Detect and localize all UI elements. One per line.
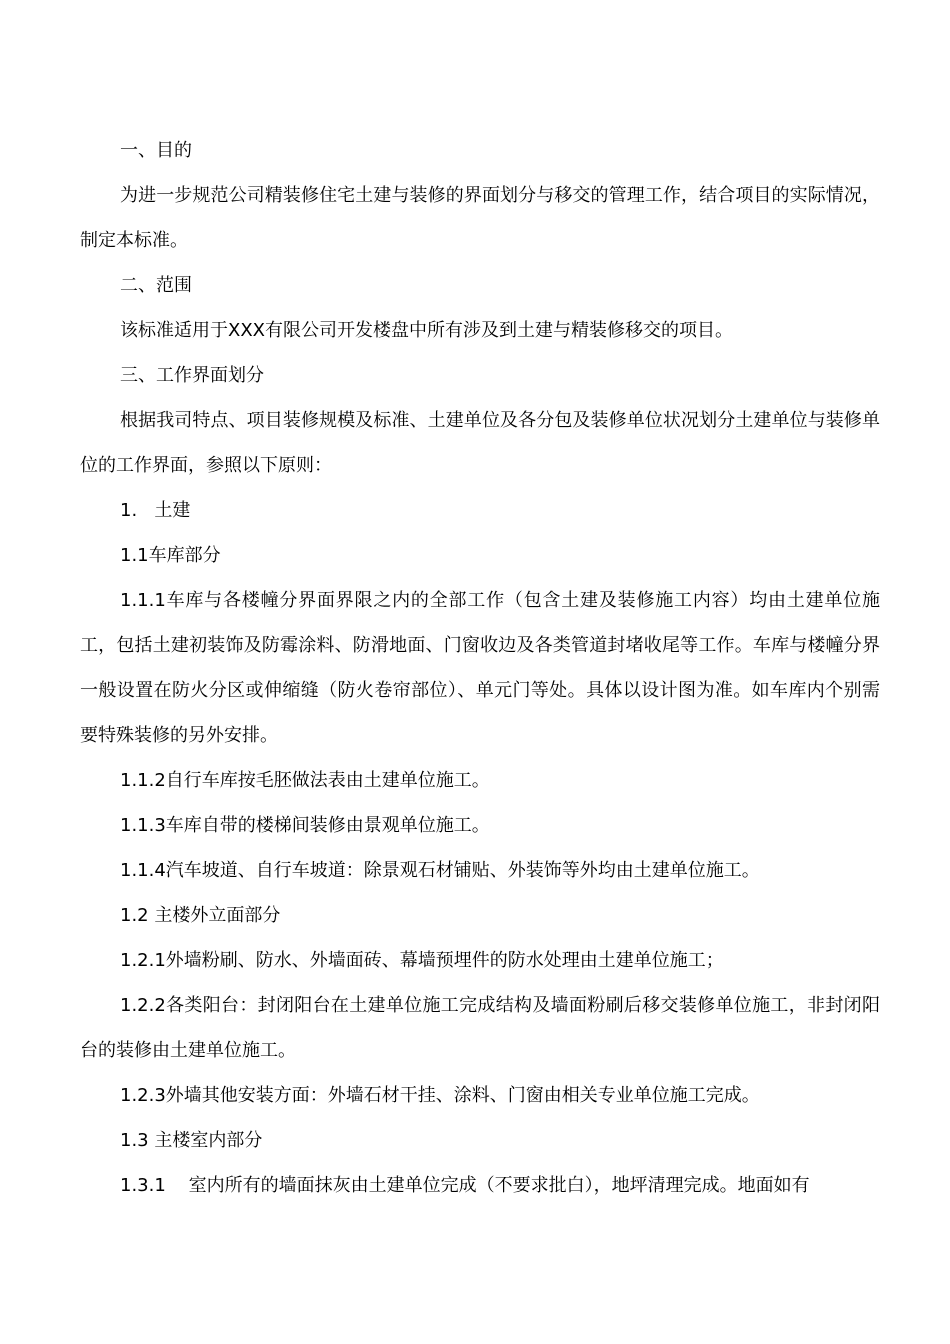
section-main-interior: 1.3 主楼室内部分 (120, 1130, 263, 1151)
section-garage: 1.1车库部分 (120, 545, 221, 566)
clause-1-1-3: 1.1.3车库自带的楼梯间装修由景观单位施工。 (120, 815, 490, 836)
clause-1-2-3: 1.2.3外墙其他安装方面：外墙石材干挂、涂料、门窗由相关专业单位施工完成。 (120, 1085, 760, 1106)
clause-1-1-2: 1.1.2自行车库按毛胚做法表由土建单位施工。 (120, 770, 490, 791)
heading-scope: 二、范围 (120, 275, 192, 296)
section-main-facade: 1.2 主楼外立面部分 (120, 905, 281, 926)
clause-1-2-2: 1.2.2各类阳台：封闭阳台在土建单位施工完成结构及墙面粉刷后移交装修单位施工，非封闭阳台的装修由土建单位施工。 (80, 995, 880, 1061)
paragraph-scope: 该标准适用于XXX有限公司开发楼盘中所有涉及到土建与精装修移交的项目。 (120, 320, 733, 341)
paragraph-work-division: 根据我司特点、项目装修规模及标准、土建单位及各分包及装修单位状况划分土建单位与装修单位的工作界面，参照以下原则： (80, 410, 880, 476)
heading-purpose: 一、目的 (120, 140, 192, 161)
clause-1-1-4: 1.1.4汽车坡道、自行车坡道：除景观石材铺贴、外装饰等外均由土建单位施工。 (120, 860, 760, 881)
paragraph-purpose: 为进一步规范公司精装修住宅土建与装修的界面划分与移交的管理工作，结合项目的实际情况，制定本标准。 (80, 185, 880, 251)
clause-1-1-1: 1.1.1车库与各楼幢分界面界限之内的全部工作（包含土建及装修施工内容）均由土建单位施工，包括土建初装饰及防霉涂料、防滑地面、门窗收边及各类管道封堵收尾等工作。车库与楼幢分界一般设置在防火分区或伸缩缝（防火卷帘部位）、单元门等处。具体以设计图为准。如车库内个别需要特殊装修的另外安排。 (80, 590, 880, 746)
section-civil: 1. 土建 (120, 500, 191, 521)
clause-1-2-1: 1.2.1外墙粉刷、防水、外墙面砖、幕墙预埋件的防水处理由土建单位施工； (120, 950, 724, 971)
heading-work-division: 三、工作界面划分 (120, 365, 264, 386)
clause-1-3-1: 1.3.1 室内所有的墙面抹灰由土建单位完成（不要求批白），地坪清理完成。地面如有 (120, 1175, 810, 1196)
document-body (80, 128, 880, 1208)
